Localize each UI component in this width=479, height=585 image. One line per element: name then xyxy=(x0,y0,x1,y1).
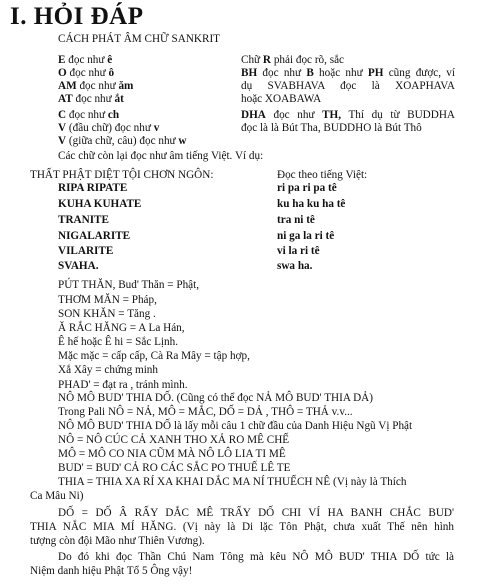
pron-bh-line1 xyxy=(241,68,455,80)
paragraph-line: Ca Mâu Ni) xyxy=(30,490,84,502)
reading-line: vi la ri tê xyxy=(277,245,320,257)
pron-row xyxy=(58,68,258,80)
other-letters-note: Các chữ còn lại đọc như âm tiếng Việt. Ví dụ: xyxy=(58,150,264,162)
pron-row xyxy=(58,81,258,93)
paragraph-line: Niệm danh hiệu Phật Tổ 5 Ông vậy! xyxy=(30,565,193,577)
pron-letter: AT xyxy=(58,93,73,105)
pron-row xyxy=(58,136,258,148)
pron-text: đọc như xyxy=(65,54,108,66)
pron-r-text: đọc như xyxy=(265,109,323,121)
glossary-line: NÔ = NÔ CÚC CẢ XANH THO XẢ RO MÊ CHẾ xyxy=(58,434,290,446)
pron-text: đọc như xyxy=(76,80,119,92)
glossary-line: BUD' = BUD' CẢ RO CÁC SẮC PO THUẾ LÊ TE xyxy=(58,462,291,474)
pron-sound: ô xyxy=(108,67,115,79)
pron-bh-line2: dụ SVABHAVA đọc là XOAPHAVA xyxy=(241,80,455,92)
pron-letter: O xyxy=(58,67,67,79)
section-subtitle: CÁCH PHÁT ÂM CHỮ SANKRIT xyxy=(58,33,221,45)
reading-line: ri pa ri pa tê xyxy=(277,182,337,194)
glossary-line: Xắ Xây = chứng minh xyxy=(58,364,158,376)
pron-dha-line1 xyxy=(241,110,455,122)
reading-line: ku ha ku ha tê xyxy=(277,198,346,210)
glossary-line: Mặc mặc = cấp cấp, Cà Ra Mây = tập hợp, xyxy=(58,350,250,362)
pron-letter: V xyxy=(58,122,67,134)
pron-text: (đầu chữ) đọc như xyxy=(66,122,154,134)
pron-sound: ăm xyxy=(118,80,134,92)
page-heading: I. HỎI ĐÁP xyxy=(10,3,144,30)
mantra-line: TRANITE xyxy=(58,214,109,226)
glossary-line: MÔ = MÔ CO NIA CŨM MÀ NÔ LÔ LIA TI MÊ xyxy=(58,448,286,460)
paragraph-line: DỐ = DỐ Â RẤY DẮC MÊ TRẤY DỐ CHI VÍ HA BANH CHẮC BUD' xyxy=(58,507,454,519)
pron-sound: ê xyxy=(107,54,113,66)
pron-r-letter: B xyxy=(306,67,314,79)
glossary-line: THIA = THIA XA RÍ XA KHAI DẮC MA NÍ THUẾCH NÊ (Vị này là Thích xyxy=(58,476,407,488)
pron-letter: AM xyxy=(58,80,77,92)
pron-row xyxy=(58,110,258,122)
pron-sound: ch xyxy=(107,109,120,121)
reading-line: ni ga la ri tê xyxy=(277,230,335,242)
pron-text: đọc như xyxy=(66,67,109,79)
glossary-line: Ă RẮC HĂNG = A La Hán, xyxy=(58,322,185,334)
glossary-line: Trong Pali NÔ = NẢ, MÔ = MẮC, DỐ = DẢ , THÔ = THẢ v.v... xyxy=(58,406,353,418)
pron-letter: C xyxy=(58,109,67,121)
mantra-line: KUHA KUHATE xyxy=(58,198,142,210)
pron-r-text: cũng được, ví xyxy=(383,67,455,79)
pron-text: (giữa chữ, câu) đọc như xyxy=(66,135,179,147)
pron-r-letter: TH, xyxy=(322,109,342,121)
mantra-header: THẤT PHẬT DIỆT TỘI CHƠN NGÔN: xyxy=(30,169,214,181)
mantra-line: RIPA RIPATE xyxy=(58,182,128,194)
glossary-line: THƠM MĂN = Pháp, xyxy=(58,294,157,306)
pron-row xyxy=(58,94,258,106)
pron-dha-line2: đọc là là Bút Tha, BUDDHO là Bút Thô xyxy=(241,122,422,134)
pron-letter: E xyxy=(58,54,66,66)
pron-row xyxy=(58,123,258,135)
pron-r-text: phải đọc rõ, sắc xyxy=(271,54,345,66)
paragraph-line: Do đó khi đọc Thần Chú Nam Tông mà kêu NÔ MÔ BUD' THIA DỐ tức là xyxy=(58,551,454,563)
pron-r-text: đọc như xyxy=(257,67,307,79)
pron-sound: w xyxy=(178,135,187,147)
pron-r-line xyxy=(241,55,455,67)
mantra-line: NIGALARITE xyxy=(58,230,131,242)
paragraph-line: THIA NẮC MIA MÍ HĂNG. (Vị này là Di lặc Tôn Phật, chưa xuất Thế nên hình xyxy=(30,521,454,533)
pron-letter: V xyxy=(58,135,67,147)
pron-sound: v xyxy=(153,122,160,134)
reading-header: Đọc theo tiếng Việt: xyxy=(277,169,368,181)
glossary-line: NÔ MÔ BUD' THIA DỐ. (Cũng có thể đọc NẢ MÔ BUD' THIA DẢ) xyxy=(58,392,373,404)
reading-line: swa ha. xyxy=(277,260,313,272)
pron-r-letter: R xyxy=(262,54,272,66)
mantra-line: VILARITE xyxy=(58,245,114,257)
glossary-line: PHAD' = đạt ra , tránh mình. xyxy=(58,379,188,391)
pron-r-text: Thí dụ từ BUDDHA xyxy=(341,109,455,121)
glossary-line: Ê hế hoặc Ê hi = Sắc Lịnh. xyxy=(58,336,179,348)
pron-r-text: hoặc như xyxy=(313,67,368,79)
reading-line: tra ni tê xyxy=(277,214,315,226)
pron-sound: ắt xyxy=(114,93,124,105)
pron-r-letter: BH xyxy=(241,67,258,79)
pron-r-letter: PH xyxy=(367,67,384,79)
pron-text: đọc như xyxy=(66,109,108,121)
pron-bh-line3: hoặc XOABAWA xyxy=(241,93,322,105)
glossary-line: NÔ MÔ BUD' THIA DỐ là lấy mỗi câu 1 chữ đầu của Danh Hiệu Ngũ Vị Phật xyxy=(58,420,413,432)
paragraph-line: tượng còn đội Mão như Thiên Vương). xyxy=(30,535,205,547)
pron-r-text: Chữ xyxy=(241,54,263,66)
pron-text: đọc như xyxy=(72,93,115,105)
pron-row xyxy=(58,55,258,67)
pron-r-letter: DHA xyxy=(241,109,266,121)
glossary-line: PÚT THĂN, Bud' Thăn = Phật, xyxy=(58,279,200,291)
mantra-line: SVAHA. xyxy=(58,260,99,272)
glossary-line: SON KHĂN = Tăng . xyxy=(58,308,156,320)
